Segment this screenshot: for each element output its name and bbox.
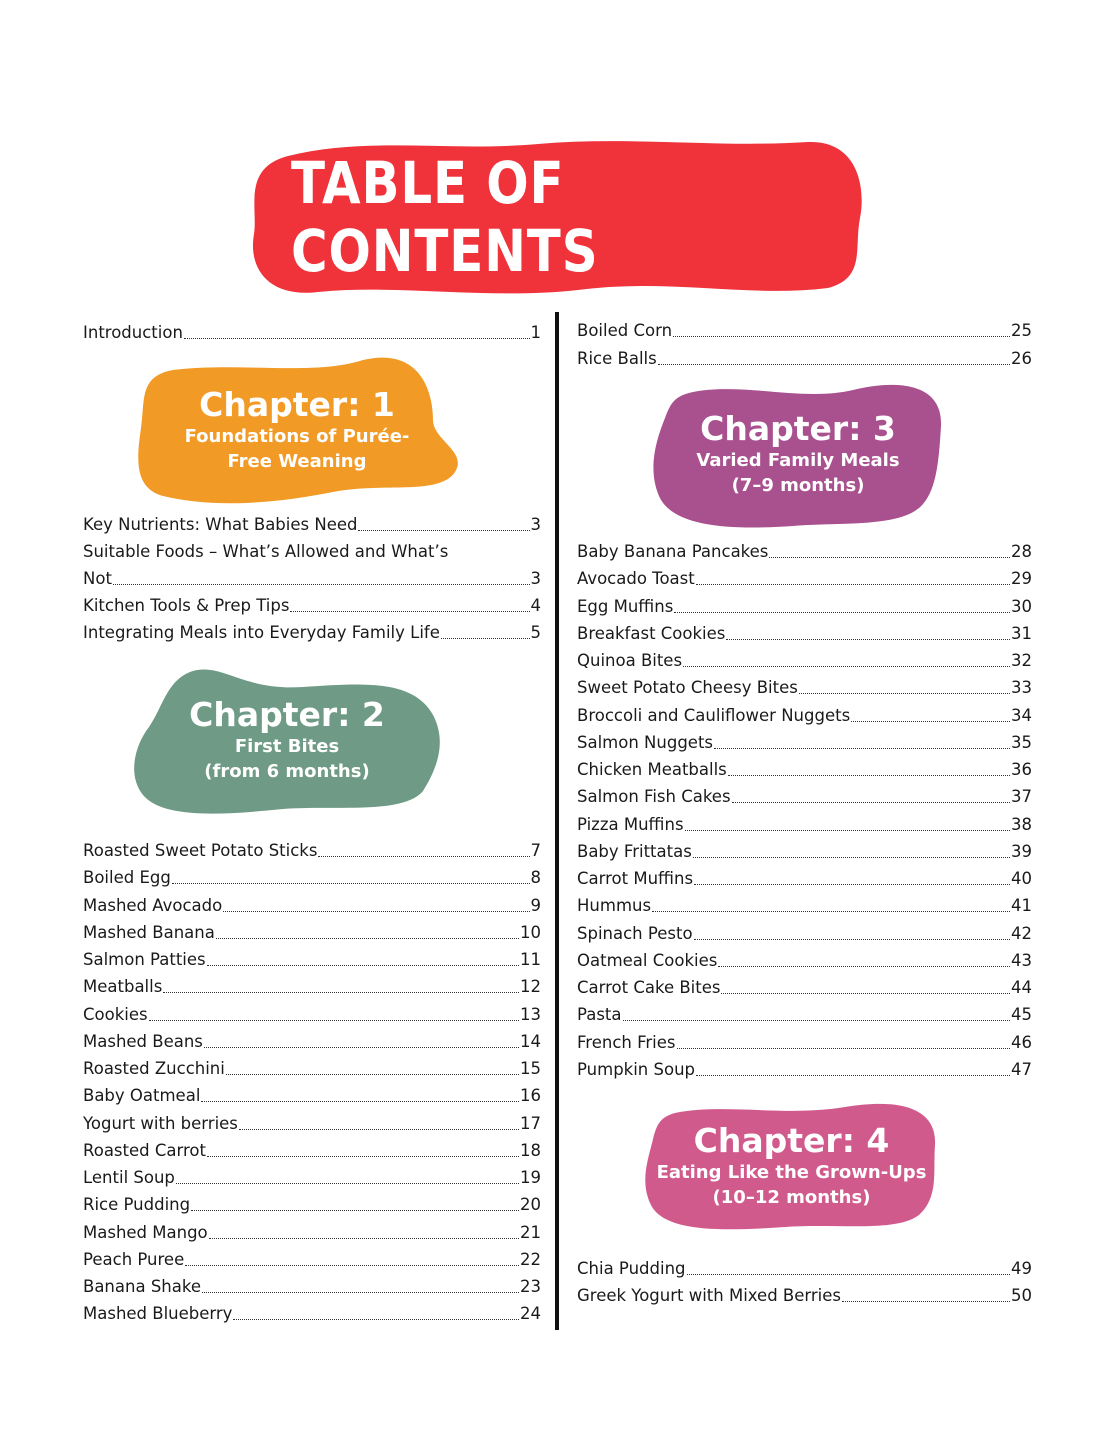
chapter-3-subtitle-line2: (7–9 months) bbox=[731, 475, 865, 496]
entry-title: Baby Frittatas bbox=[577, 841, 692, 861]
dot-leader bbox=[726, 639, 1010, 640]
dot-leader bbox=[799, 693, 1010, 694]
toc-entry[interactable] bbox=[577, 700, 1032, 727]
toc-entry[interactable] bbox=[83, 999, 541, 1026]
dot-leader bbox=[696, 584, 1010, 585]
entry-page: 50 bbox=[1011, 1286, 1032, 1305]
toc-entry[interactable] bbox=[83, 1189, 541, 1216]
entry-title: Yogurt with berries bbox=[83, 1113, 238, 1133]
entry-page: 34 bbox=[1011, 705, 1032, 725]
entry-page: 19 bbox=[520, 1168, 541, 1187]
dot-leader bbox=[685, 830, 1010, 831]
toc-entry[interactable] bbox=[83, 1217, 541, 1244]
entry-page: 21 bbox=[520, 1222, 541, 1242]
entry-title: Chia Pudding bbox=[577, 1259, 686, 1278]
entry-page: 35 bbox=[1011, 732, 1032, 752]
toc-entry[interactable] bbox=[83, 1244, 541, 1271]
entry-page: 42 bbox=[1011, 923, 1032, 943]
toc-entry[interactable] bbox=[83, 917, 541, 944]
entry-title: Cookies bbox=[83, 1004, 148, 1024]
entry-page: 24 bbox=[520, 1304, 541, 1324]
dot-leader bbox=[176, 1183, 519, 1184]
dot-leader bbox=[163, 992, 519, 993]
chapter-3-label: Chapter: 3 bbox=[700, 409, 896, 448]
toc-entry[interactable] bbox=[83, 1026, 541, 1053]
entry-page: 11 bbox=[520, 950, 541, 969]
dot-leader bbox=[113, 584, 530, 585]
dot-leader bbox=[721, 993, 1010, 994]
entry-title: Rice Pudding bbox=[83, 1195, 191, 1215]
toc-entry[interactable] bbox=[83, 590, 541, 617]
entry-page: 26 bbox=[1011, 349, 1032, 368]
entry-page: 5 bbox=[530, 623, 541, 642]
entry-page: 18 bbox=[520, 1140, 541, 1160]
toc-entry[interactable] bbox=[83, 890, 541, 917]
dot-leader bbox=[851, 721, 1010, 722]
entry-title: Broccoli and Cauliflower Nuggets bbox=[577, 705, 851, 725]
entry-page: 16 bbox=[520, 1086, 541, 1106]
dot-leader bbox=[718, 966, 1010, 967]
dot-leader bbox=[728, 775, 1010, 776]
dot-leader bbox=[683, 666, 1010, 667]
chapter-4-subtitle-line1: Eating Like the Grown-Ups bbox=[656, 1162, 927, 1183]
entry-title: Mashed Avocado bbox=[83, 895, 223, 915]
entry-title: Key Nutrients: What Babies Need bbox=[83, 515, 358, 534]
dot-leader bbox=[732, 802, 1010, 803]
entry-page: 32 bbox=[1011, 651, 1032, 670]
dot-leader bbox=[201, 1101, 519, 1102]
toc-entry[interactable] bbox=[83, 1135, 541, 1162]
chapter-4-text bbox=[645, 1101, 938, 1231]
entry-title: Spinach Pesto bbox=[577, 923, 693, 943]
toc-entry[interactable] bbox=[83, 971, 541, 998]
dot-leader bbox=[693, 857, 1010, 858]
entry-page: 14 bbox=[520, 1031, 541, 1051]
entry-title: Banana Shake bbox=[83, 1277, 201, 1296]
entry-title: Kitchen Tools & Prep Tips bbox=[83, 596, 290, 615]
toc-entry[interactable] bbox=[577, 890, 1032, 917]
entry-title: Baby Banana Pancakes bbox=[577, 542, 769, 561]
chapter-2-text bbox=[133, 665, 441, 815]
entry-page: 49 bbox=[1011, 1259, 1032, 1278]
toc-entry[interactable] bbox=[83, 1108, 541, 1135]
dot-leader bbox=[687, 1274, 1011, 1275]
entry-page: 8 bbox=[530, 868, 541, 888]
dot-leader bbox=[184, 338, 530, 339]
entry-title: Salmon Nuggets bbox=[577, 732, 714, 752]
entry-title: Mashed Beans bbox=[83, 1031, 203, 1051]
toc-entry[interactable] bbox=[577, 1253, 1032, 1280]
toc-entry[interactable] bbox=[577, 918, 1032, 945]
dot-leader bbox=[233, 1319, 519, 1320]
entry-page: 30 bbox=[1011, 596, 1032, 616]
entry-title: Hummus bbox=[577, 896, 652, 916]
toc-entry[interactable] bbox=[83, 1162, 541, 1189]
entry-page: 3 bbox=[530, 515, 541, 534]
toc-entry[interactable] bbox=[577, 536, 1032, 563]
toc-entry[interactable] bbox=[83, 1271, 541, 1298]
dot-leader bbox=[191, 1210, 519, 1211]
entry-page: 13 bbox=[520, 1004, 541, 1024]
entry-page: 25 bbox=[1011, 321, 1032, 340]
dot-leader bbox=[623, 1020, 1011, 1021]
title-banner bbox=[248, 138, 863, 296]
entry-page: 44 bbox=[1011, 978, 1032, 997]
entry-page: 17 bbox=[520, 1113, 541, 1133]
toc-entry[interactable] bbox=[83, 862, 541, 889]
entry-title: Meatballs bbox=[83, 977, 163, 997]
toc-entry-wrapped-line2[interactable] bbox=[83, 563, 541, 590]
page-title: TABLE OF CONTENTS bbox=[291, 149, 599, 285]
entry-page: 9 bbox=[530, 895, 541, 915]
entry-title: Roasted Zucchini bbox=[83, 1059, 225, 1078]
chapter-2-label: Chapter: 2 bbox=[189, 695, 385, 734]
entry-page: 37 bbox=[1011, 787, 1032, 807]
toc-entry[interactable] bbox=[577, 781, 1032, 808]
dot-leader bbox=[202, 1292, 519, 1293]
dot-leader bbox=[149, 1020, 519, 1021]
entry-title: Oatmeal Cookies bbox=[577, 950, 718, 970]
entry-title: Breakfast Cookies bbox=[577, 623, 726, 643]
entry-page: 36 bbox=[1011, 760, 1032, 779]
toc-entry[interactable] bbox=[577, 563, 1032, 590]
entry-title: Baby Oatmeal bbox=[83, 1086, 201, 1106]
chapter-1-subtitle-line2: Free Weaning bbox=[227, 451, 367, 472]
toc-entry-wrapped-line1[interactable] bbox=[83, 536, 541, 563]
entry-page: 23 bbox=[520, 1277, 541, 1296]
entry-title: Not bbox=[83, 569, 112, 588]
entry-title: Carrot Muffins bbox=[577, 869, 694, 888]
entry-title: Rice Balls bbox=[577, 349, 657, 368]
chapter-1-subtitle-line1: Foundations of Purée- bbox=[184, 426, 410, 447]
toc-entry[interactable] bbox=[577, 645, 1032, 672]
chapter-3-text bbox=[653, 378, 943, 530]
entry-title: Boiled Corn bbox=[577, 321, 673, 340]
entry-page: 45 bbox=[1011, 1005, 1032, 1025]
dot-leader bbox=[652, 911, 1010, 912]
chapter-1-label: Chapter: 1 bbox=[199, 385, 395, 424]
entry-page: 3 bbox=[530, 569, 541, 588]
toc-entry[interactable] bbox=[577, 591, 1032, 618]
toc-entry-introduction[interactable] bbox=[83, 317, 541, 344]
entry-title: Egg Muffins bbox=[577, 596, 674, 616]
dot-leader bbox=[216, 938, 519, 939]
toc-entry[interactable] bbox=[577, 754, 1032, 781]
toc-entry[interactable] bbox=[577, 1027, 1032, 1054]
entry-page: 22 bbox=[520, 1249, 541, 1269]
entry-page: 10 bbox=[520, 922, 541, 942]
entry-title: Greek Yogurt with Mixed Berries bbox=[577, 1286, 841, 1305]
toc-entry[interactable] bbox=[83, 835, 541, 862]
chapter-2-subtitle-line2: (from 6 months) bbox=[204, 761, 370, 782]
dot-leader bbox=[842, 1301, 1010, 1302]
dot-leader bbox=[714, 748, 1010, 749]
entry-title: Mashed Banana bbox=[83, 922, 215, 942]
toc-entry[interactable] bbox=[83, 1053, 541, 1080]
chapter-1-text bbox=[133, 356, 461, 504]
toc-entry[interactable] bbox=[577, 727, 1032, 754]
entry-title: Salmon Patties bbox=[83, 950, 206, 969]
dot-leader bbox=[226, 1074, 519, 1075]
toc-entry[interactable] bbox=[577, 972, 1032, 999]
dot-leader bbox=[209, 1238, 519, 1239]
entry-page: 20 bbox=[520, 1195, 541, 1215]
dot-leader bbox=[694, 939, 1010, 940]
entry-page: 43 bbox=[1011, 950, 1032, 970]
toc-entry[interactable] bbox=[577, 999, 1032, 1026]
entry-page: 47 bbox=[1011, 1059, 1032, 1079]
chapter-4-label: Chapter: 4 bbox=[693, 1121, 890, 1160]
entry-page: 33 bbox=[1011, 678, 1032, 698]
chapter-4-subtitle-line2: (10–12 months) bbox=[712, 1187, 871, 1208]
entry-title: Avocado Toast bbox=[577, 569, 695, 589]
entry-title: Quinoa Bites bbox=[577, 651, 683, 670]
toc-entry[interactable] bbox=[577, 315, 1032, 342]
chapter-4-banner bbox=[645, 1101, 938, 1231]
entry-page: 7 bbox=[530, 841, 541, 860]
entry-title: Pasta bbox=[577, 1005, 622, 1025]
dot-leader bbox=[658, 364, 1010, 365]
entry-page: 38 bbox=[1011, 814, 1032, 834]
entry-title: Pumpkin Soup bbox=[577, 1059, 696, 1079]
entry-page: 12 bbox=[520, 977, 541, 997]
entry-page: 40 bbox=[1011, 869, 1032, 888]
entry-title: Carrot Cake Bites bbox=[577, 978, 721, 997]
entry-title: Peach Puree bbox=[83, 1249, 185, 1269]
toc-entry[interactable] bbox=[577, 1280, 1032, 1307]
toc-entry[interactable] bbox=[577, 836, 1032, 863]
entry-page: 39 bbox=[1011, 841, 1032, 861]
dot-leader bbox=[290, 611, 529, 612]
dot-leader bbox=[769, 557, 1010, 558]
entry-page: 29 bbox=[1011, 569, 1032, 589]
chapter-2-subtitle-line1: First Bites bbox=[234, 736, 340, 757]
dot-leader bbox=[207, 965, 519, 966]
toc-entry[interactable] bbox=[577, 945, 1032, 972]
toc-entry[interactable] bbox=[83, 617, 541, 644]
entry-title: Lentil Soup bbox=[83, 1168, 175, 1187]
dot-leader bbox=[185, 1265, 519, 1266]
dot-leader bbox=[696, 1075, 1010, 1076]
entry-title: Pizza Muffins bbox=[577, 814, 684, 834]
entry-page: 46 bbox=[1011, 1032, 1032, 1052]
entry-title: Roasted Carrot bbox=[83, 1140, 206, 1160]
dot-leader bbox=[207, 1156, 519, 1157]
column-divider bbox=[555, 312, 559, 1330]
chapter-3-subtitle-line1: Varied Family Meals bbox=[696, 450, 900, 471]
dot-leader bbox=[358, 530, 529, 531]
entry-page: 1 bbox=[530, 323, 541, 342]
entry-title: Roasted Sweet Potato Sticks bbox=[83, 841, 318, 860]
entry-page: 31 bbox=[1011, 623, 1032, 643]
entry-title: Mashed Blueberry bbox=[83, 1304, 233, 1324]
toc-entry[interactable] bbox=[83, 1298, 541, 1325]
entry-title: Chicken Meatballs bbox=[577, 760, 727, 779]
entry-page: 4 bbox=[530, 596, 541, 615]
entry-page: 15 bbox=[520, 1059, 541, 1078]
chapter-3-banner bbox=[653, 378, 943, 530]
entry-page: 41 bbox=[1011, 896, 1032, 916]
dot-leader bbox=[677, 1048, 1010, 1049]
entry-title: Introduction bbox=[83, 323, 183, 342]
dot-leader bbox=[239, 1129, 519, 1130]
entry-title: Suitable Foods – What’s Allowed and What’s bbox=[83, 542, 449, 561]
toc-entry[interactable] bbox=[577, 809, 1032, 836]
toc-entry[interactable] bbox=[577, 863, 1032, 890]
toc-entry[interactable] bbox=[577, 343, 1032, 370]
chapter-2-banner bbox=[133, 665, 441, 815]
dot-leader bbox=[318, 856, 529, 857]
toc-entry[interactable] bbox=[83, 509, 541, 536]
entry-title: Boiled Egg bbox=[83, 868, 171, 888]
entry-title: Mashed Mango bbox=[83, 1222, 208, 1242]
dot-leader bbox=[441, 638, 530, 639]
dot-leader bbox=[172, 883, 530, 884]
toc-entry[interactable] bbox=[83, 1080, 541, 1107]
entry-page: 28 bbox=[1011, 542, 1032, 561]
dot-leader bbox=[204, 1047, 519, 1048]
entry-title: Salmon Fish Cakes bbox=[577, 787, 731, 807]
toc-entry[interactable] bbox=[83, 944, 541, 971]
toc-entry[interactable] bbox=[577, 618, 1032, 645]
dot-leader bbox=[674, 612, 1010, 613]
toc-entry[interactable] bbox=[577, 1054, 1032, 1081]
dot-leader bbox=[223, 911, 529, 912]
toc-entry[interactable] bbox=[577, 672, 1032, 699]
dot-leader bbox=[694, 884, 1010, 885]
dot-leader bbox=[673, 336, 1010, 337]
chapter-1-banner bbox=[133, 356, 461, 504]
entry-title: Sweet Potato Cheesy Bites bbox=[577, 678, 798, 698]
entry-title: Integrating Meals into Everyday Family Life bbox=[83, 623, 440, 642]
entry-title: French Fries bbox=[577, 1032, 676, 1052]
